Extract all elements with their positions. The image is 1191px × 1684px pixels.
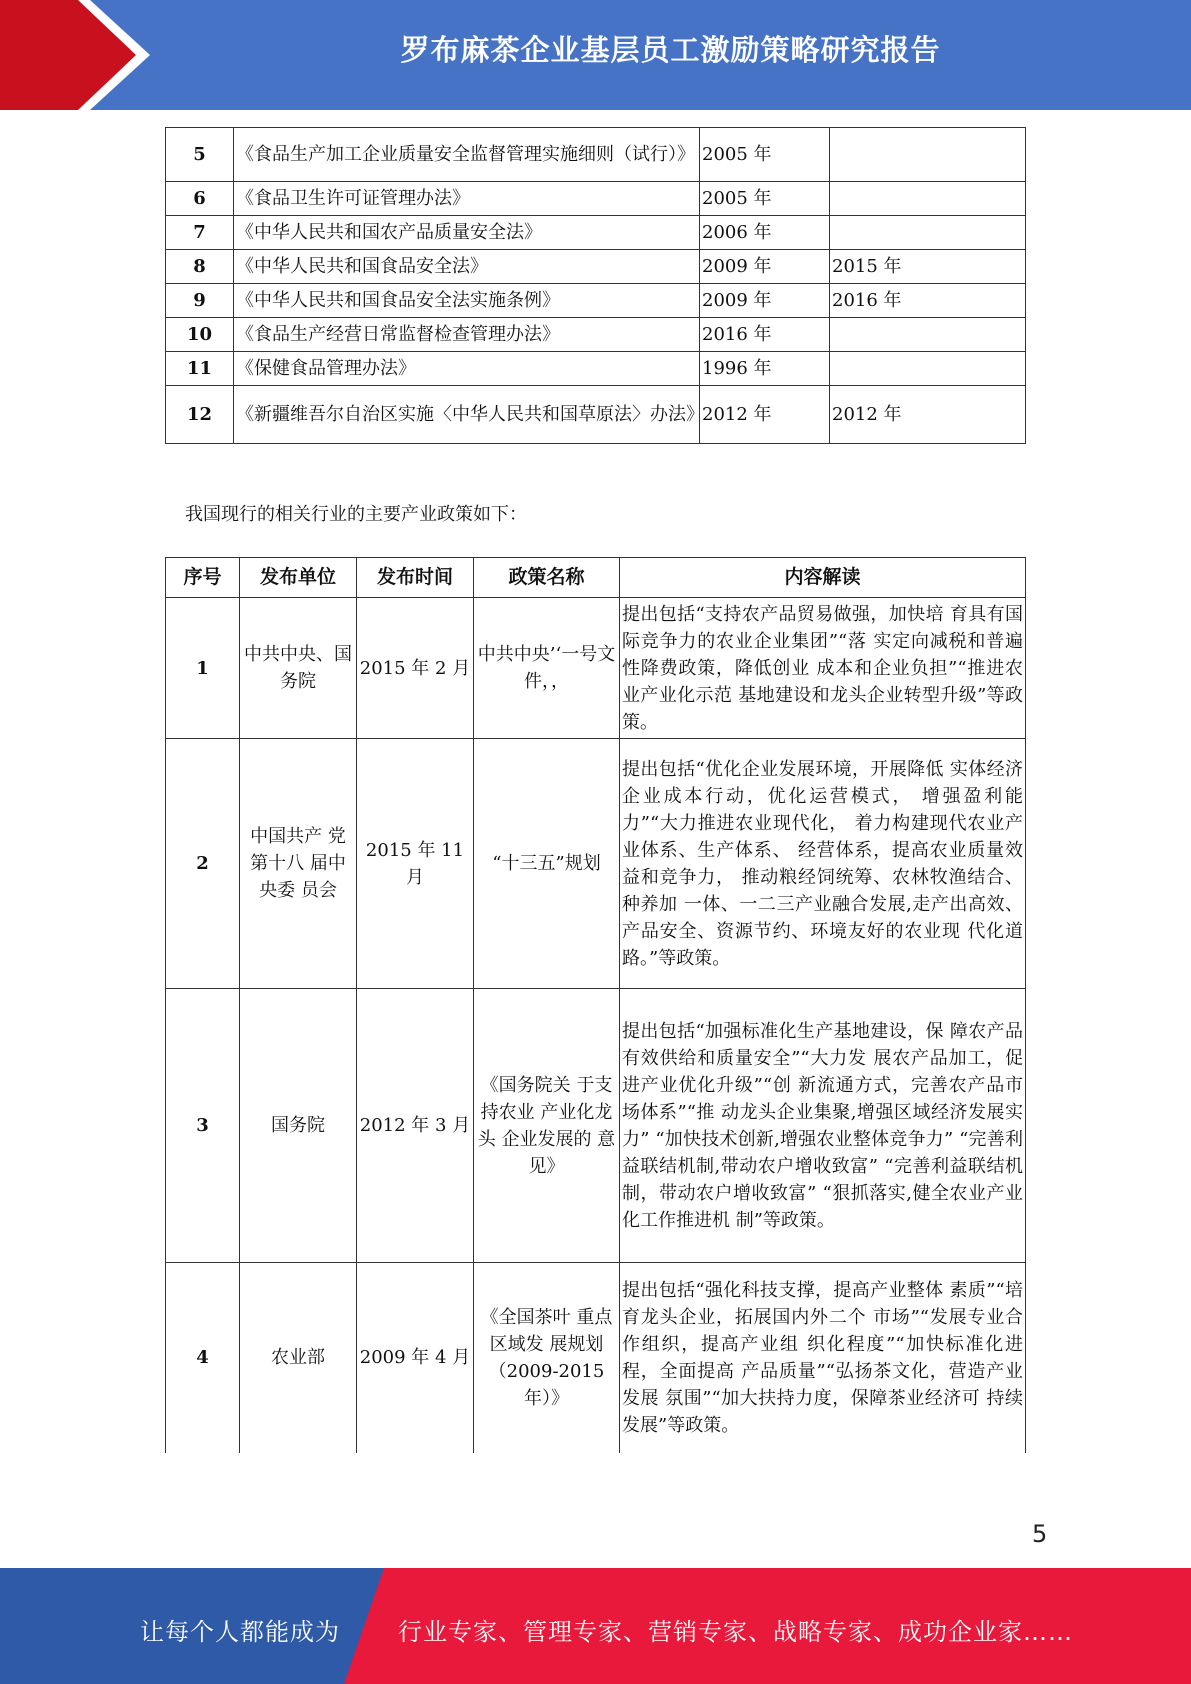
policy-content: 提出包括“支持农产品贸易做强，加快培 育具有国际竞争力的农业企业集团”“落 实定向减税和普遍性降费政策，降低创业 成本和企业负担”“推进农业产业化示范 基地建设和龙头企业转型升级”等政策。 xyxy=(620,598,1026,739)
regulation-revised xyxy=(830,352,1026,386)
header-date: 发布时间 xyxy=(357,558,474,598)
policy-content: 提出包括“优化企业发展环境，开展降低 实体经济企业成本行动，优化运营模式， 增强盈利能力”“大力推进农业现代化， 着力构建现代农业产业体系、生产体系、 经营体系，提高农业质量效益和竞争力， 推动粮经饲统筹、农林牧渔结合、种养加 一体、一二三产业融合发展,走产出高效、 产品安全、资源节约、环境友好的农业现 代化道路。”等政策。 xyxy=(620,739,1026,989)
regulation-num: 5 xyxy=(166,128,234,182)
policy-table xyxy=(165,557,1026,1453)
page-header xyxy=(0,0,1191,110)
policy-issuer: 国务院 xyxy=(240,989,357,1263)
policy-name: 《全国茶叶 重点区域发 展规划（2009-2015年）》 xyxy=(474,1263,620,1453)
regulation-year: 2016 年 xyxy=(700,318,830,352)
intro-paragraph: 我国现行的相关行业的主要产业政策如下： xyxy=(185,504,527,525)
regulation-row xyxy=(166,250,1026,284)
policy-num: 4 xyxy=(166,1263,240,1453)
policy-content: 提出包括“加强标准化生产基地建设，保 障农产品有效供给和质量安全”“大力发 展农产品加工，促进产业优化升级”“创 新流通方式，完善农产品市场体系”“推 动龙头企业集聚,增强区域经济发展实力” “加快技术创新,增强农业整体竞争力” “完善利益联结机制,带动农户增收致富” “完善利益联结机制，带动农户增收致富” “狠抓落实,健全农业产业化工作推进机 制”等政策。 xyxy=(620,989,1026,1263)
regulation-num: 11 xyxy=(166,352,234,386)
page-footer xyxy=(0,1568,1191,1684)
regulation-num: 10 xyxy=(166,318,234,352)
policy-row xyxy=(166,598,1026,739)
regulation-name: 《中华人民共和国食品安全法实施条例》 xyxy=(234,284,700,318)
regulation-name: 《保健食品管理办法》 xyxy=(234,352,700,386)
regulation-year: 1996 年 xyxy=(700,352,830,386)
footer-slogan-left: 让每个人都能成为 xyxy=(140,1618,340,1646)
page-number: 5 xyxy=(1032,1520,1048,1548)
header-issuer: 发布单位 xyxy=(240,558,357,598)
policy-row xyxy=(166,1263,1026,1453)
regulations-table xyxy=(165,127,1026,444)
policy-issuer: 中国共产 党第十八 届中央委 员会 xyxy=(240,739,357,989)
regulation-row xyxy=(166,182,1026,216)
header-content: 内容解读 xyxy=(620,558,1026,598)
regulation-num: 9 xyxy=(166,284,234,318)
policy-content: 提出包括“强化科技支撑，提高产业整体 素质”“培育龙头企业，拓展国内外二个 市场”“发展专业合作组织，提高产业组 织化程度”“加快标准化进程，全面提高 产品质量”“弘扬茶文化，营造产业发展 氛围”“加大扶持力度，保障茶业经济可 持续发展”等政策。 xyxy=(620,1263,1026,1453)
policy-date: 2012 年 3 月 xyxy=(357,989,474,1263)
regulation-num: 6 xyxy=(166,182,234,216)
regulation-row xyxy=(166,128,1026,182)
regulation-year: 2009 年 xyxy=(700,250,830,284)
policy-name: 中共中央’‘一号文件，， xyxy=(474,598,620,739)
regulation-revised: 2015 年 xyxy=(830,250,1026,284)
regulation-year: 2009 年 xyxy=(700,284,830,318)
regulation-revised: 2016 年 xyxy=(830,284,1026,318)
regulation-name: 《食品生产加工企业质量安全监督管理实施细则（试行）》 xyxy=(234,128,700,182)
regulation-row xyxy=(166,318,1026,352)
regulation-year: 2005 年 xyxy=(700,128,830,182)
regulation-year: 2006 年 xyxy=(700,216,830,250)
regulation-year: 2005 年 xyxy=(700,182,830,216)
regulation-revised: 2012 年 xyxy=(830,386,1026,444)
policy-issuer: 中共中央、国务院 xyxy=(240,598,357,739)
header-arrow-decoration xyxy=(0,0,150,110)
regulation-row xyxy=(166,386,1026,444)
regulation-row xyxy=(166,352,1026,386)
footer-slogan-right: 行业专家、管理专家、营销专家、战略专家、成功企业家…… xyxy=(398,1618,1073,1646)
regulation-revised xyxy=(830,182,1026,216)
policy-date: 2015 年 11 月 xyxy=(357,739,474,989)
header-policy: 政策名称 xyxy=(474,558,620,598)
regulation-name: 《中华人民共和国农产品质量安全法》 xyxy=(234,216,700,250)
policy-num: 2 xyxy=(166,739,240,989)
regulation-name: 《食品生产经营日常监督检查管理办法》 xyxy=(234,318,700,352)
regulation-revised xyxy=(830,128,1026,182)
regulation-num: 7 xyxy=(166,216,234,250)
policy-row xyxy=(166,989,1026,1263)
header-seq: 序号 xyxy=(166,558,240,598)
regulation-num: 8 xyxy=(166,250,234,284)
regulation-name: 《食品卫生许可证管理办法》 xyxy=(234,182,700,216)
policy-date: 2015 年 2 月 xyxy=(357,598,474,739)
report-title: 罗布麻茶企业基层员工激励策略研究报告 xyxy=(400,33,941,67)
regulation-year: 2012 年 xyxy=(700,386,830,444)
regulation-row xyxy=(166,216,1026,250)
regulation-name: 《中华人民共和国食品安全法》 xyxy=(234,250,700,284)
regulation-num: 12 xyxy=(166,386,234,444)
policy-name: 《国务院关 于支持农业 产业化龙头 企业发展的 意见》 xyxy=(474,989,620,1263)
regulation-row xyxy=(166,284,1026,318)
regulation-revised xyxy=(830,216,1026,250)
policy-date: 2009 年 4 月 xyxy=(357,1263,474,1453)
policy-row xyxy=(166,739,1026,989)
policy-issuer: 农业部 xyxy=(240,1263,357,1453)
policy-num: 3 xyxy=(166,989,240,1263)
policy-num: 1 xyxy=(166,598,240,739)
policy-name: “十三五”规划 xyxy=(474,739,620,989)
regulation-name: 《新疆维吾尔自治区实施〈中华人民共和国草原法〉办法》 xyxy=(234,386,700,444)
regulation-revised xyxy=(830,318,1026,352)
